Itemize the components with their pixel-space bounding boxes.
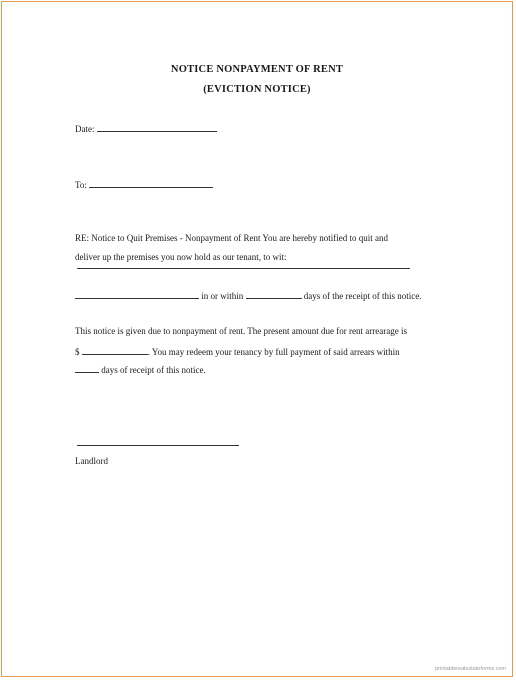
within-label: in or within bbox=[201, 291, 244, 301]
to-blank[interactable] bbox=[89, 178, 213, 188]
document-subtitle: (EVICTION NOTICE) bbox=[203, 84, 311, 95]
re-line-4 bbox=[75, 289, 421, 301]
premises-blank[interactable] bbox=[77, 268, 410, 269]
re-line-1: RE: Notice to Quit Premises - Nonpayment of Rent You are hereby notified to quit and bbox=[75, 233, 388, 243]
to-line bbox=[75, 178, 213, 190]
dollar-sign: $ bbox=[75, 347, 80, 357]
redeem-days-blank[interactable] bbox=[75, 363, 99, 373]
payment-line-1: This notice is given due to nonpayment of rent. The present amount due for rent arrearage is bbox=[75, 326, 407, 336]
date-line bbox=[75, 122, 217, 134]
premises-blank-2[interactable] bbox=[75, 289, 199, 299]
signature-line[interactable] bbox=[77, 445, 239, 446]
landlord-label: Landlord bbox=[75, 456, 108, 466]
days-blank[interactable] bbox=[246, 289, 302, 299]
date-blank[interactable] bbox=[97, 122, 217, 132]
document-title: NOTICE NONPAYMENT OF RENT bbox=[170, 64, 344, 75]
payment-line-2 bbox=[75, 345, 400, 357]
receipt-text: days of receipt of this notice. bbox=[101, 365, 206, 375]
to-label: To: bbox=[75, 180, 87, 190]
re-line-2: deliver up the premises you now hold as our tenant, to wit: bbox=[75, 252, 287, 262]
watermark-text: printablerealestateforms.com bbox=[435, 666, 506, 672]
payment-line-3 bbox=[75, 363, 206, 375]
redeem-text: . You may redeem your tenancy by full payment of said arrears within bbox=[147, 347, 400, 357]
document-page bbox=[1, 1, 513, 677]
amount-blank[interactable] bbox=[82, 345, 148, 355]
date-label: Date: bbox=[75, 124, 95, 134]
days-receipt-text: days of the receipt of this notice. bbox=[303, 291, 422, 301]
